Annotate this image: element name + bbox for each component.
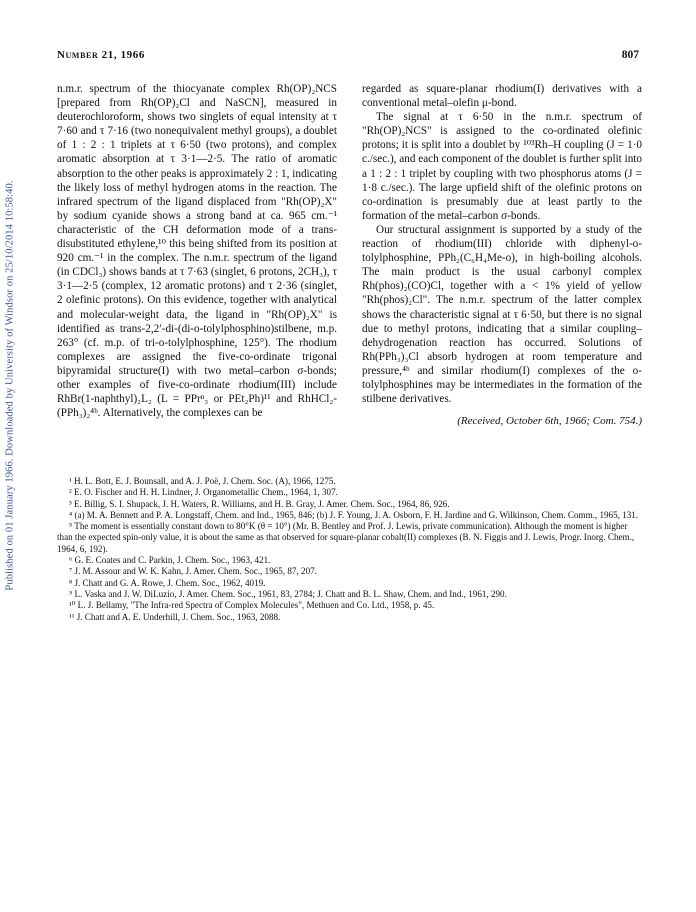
reference-item: ¹ H. L. Bott, E. J. Bounsall, and A. J. Poë, J. Chem. Soc. (A), 1966, 1275.	[69, 476, 336, 486]
body-paragraph: The signal at τ 6·50 in the n.m.r. spectrum of "Rh(OP)₂NCS" is assigned to the co-ordinated olefinic protons; it is split into a doublet by ¹⁰³Rh–H coupling (J = 1·0 c./sec.), and each component of the doublet is further split into a 1 : 2 : 1 triplet by coupling with two phosphorus atoms (J = 1·8 c./sec.). The large upfield shift of the olefinic protons on co-ordination is presumably due at least partly to the formation of the metal–carbon σ-bonds.	[362, 111, 642, 222]
download-notice-sidebar	[3, 150, 17, 620]
references-list	[57, 476, 639, 623]
left-column	[57, 82, 337, 420]
received-line: (Received, October 6th, 1966; Com. 754.)	[457, 415, 642, 428]
reference-item: ⁹ L. Vaska and J. W. DiLuzio, J. Amer. Chem. Soc., 1961, 83, 2784; J. Chatt and B. L. Shaw, Chem. and Ind., 1961, 290.	[69, 588, 507, 599]
running-head: Number 21, 1966	[57, 49, 145, 61]
reference-item: ⁴ (a) M. A. Bennett and P. A. Longstaff, Chem. and Ind., 1965, 846; (b) J. F. Young, J. A. Osborn, F. H. Jardine and G. Wilkinson, Chem. Comm., 1965, 131.	[69, 509, 639, 520]
reference-item: ¹¹ J. Chatt and A. E. Underhill, J. Chem. Soc., 1963, 2088.	[69, 611, 281, 622]
reference-item: ⁶ G. E. Coates and C. Parkin, J. Chem. Soc., 1963, 421.	[69, 555, 271, 566]
reference-item: ⁷ J. M. Assour and W. K. Kahn, J. Amer. Chem. Soc., 1965, 87, 207.	[69, 566, 317, 577]
reference-item: ⁸ J. Chatt and G. A. Rowe, J. Chem. Soc., 1962, 4019.	[69, 577, 266, 588]
reference-item: ¹⁰ L. J. Bellamy, "The Infra-red Spectra of Complex Molecules", Methuen and Co. Ltd., 1958, p. 45.	[69, 600, 435, 611]
reference-item: ⁵ The moment is essentially constant down to 80°K (θ = 10°) (Mr. B. Bentley and Prof. J. Lewis, private communication). Although the moment is higher than the expected spin-only value, it is about the same as that observed for square-planar cobalt(II) complexes (B. N. Figgis and J. Lewis, Progr. Inorg. Chem., 1964, 6, 192).	[57, 521, 635, 554]
right-column	[362, 82, 642, 428]
download-notice-text: Published on 01 January 1966. Downloaded by University of Windsor on 25/10/2014 10:58:40.	[4, 179, 16, 591]
body-paragraph: n.m.r. spectrum of the thiocyanate complex Rh(OP)₂NCS [prepared from Rh(OP)₂Cl and NaSCN], measured in deuterochloroform, shows two singlets of equal intensity at τ 7·60 and τ 7·16 (two nonequivalent methyl groups), a doublet of 1 : 2 : 1 triplets at τ 6·50 (two protons), and complex aromatic absorption at τ 3·1—2·5. The ratio of aromatic absorption to the other peaks is approximately 2 : 1, indicating the likely loss of methyl hydrogen atoms in the reaction. The infrared spectrum of the ligand displaced from "Rh(OP)₂X" by sodium cyanide shows a strong band at ca. 965 cm.⁻¹ characteristic of the CH deformation mode of a trans-disubstituted ethylene,¹⁰ this being shifted from its position at 920 cm.⁻¹ in the complex. The n.m.r. spectrum of the ligand (in CDCl₃) shows bands at τ 7·63 (singlet, 6 protons, 2CH₃), τ 3·1—2·5 (complex, 12 aromatic protons) and τ 2·36 (singlet, 2 olefinic protons). On this evidence, together with analytical and molecular-weight data, the ligand in "Rh(OP)₂X" is identified as trans-2,2′-di-(di-o-tolylphosphino)stilbene, m.p. 263° (cf. m.p. of tri-o-tolylphosphine, 125°). The rhodium complexes are assigned the five-co-ordinate trigonal bipyramidal structure(I) with two metal–carbon σ-bonds; other examples of five-co-ordinate rhodium(III) include RhBr(1-naphthyl)₂L₂ (L = PPrⁿ₃ or PEt₂Ph)¹¹ and RhHCl₂-(PPh₃)₂⁴ᵇ. Alternatively, the complexes can be	[57, 83, 337, 420]
body-paragraph: Our structural assignment is supported by a study of the reaction of rhodium(III) chloride with diphenyl-o-tolylphosphine, PPh₂(C₆H₄Me-o), in high-boiling alcohols. The main product is the usual carbonyl complex Rh(phos)₂(CO)Cl, together with a < 1% yield of yellow "Rh(phos)₂Cl". The n.m.r. spectrum of the latter complex shows the characteristic signal at τ 6·50, but there is no signal due to methyl protons, indicating that a similar coupling–dehydrogenation reaction has occurred. Solutions of Rh(PPh₃)₃Cl absorb hydrogen at room temperature and pressure,⁴ᵇ and similar rhodium(I) complexes of the o-tolylphosphines may be intermediates in the formation of the stilbene derivatives.	[362, 223, 642, 406]
reference-item: ³ E. Billig, S. I. Shupack, J. H. Waters, R. Williams, and H. B. Gray, J. Amer. Chem. Soc., 1964, 86, 926.	[69, 498, 450, 509]
reference-item: ² E. O. Fischer and H. H. Lindner, J. Organometallic Chem., 1964, 1, 307.	[69, 487, 338, 498]
page-number: 807	[621, 49, 639, 61]
body-paragraph: regarded as square-planar rhodium(I) derivatives with a conventional metal–olefin μ-bond.	[362, 83, 642, 110]
page-header	[57, 49, 639, 65]
